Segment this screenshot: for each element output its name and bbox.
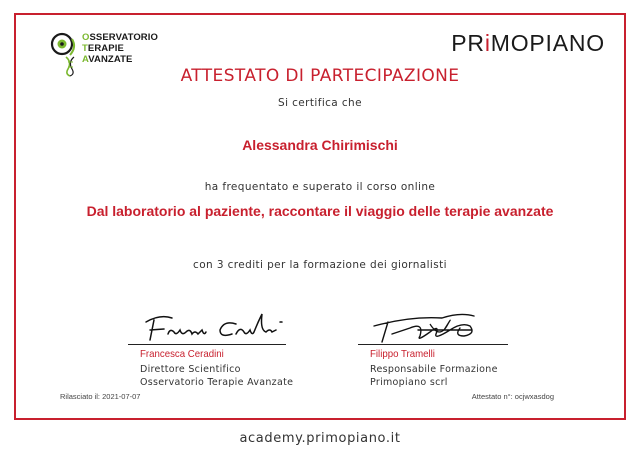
certificate-title: ATTESTATO DI PARTECIPAZIONE: [180, 66, 460, 86]
issue-date: Rilasciato il: 2021-07-07: [60, 392, 141, 401]
logo-line: AVANZATE: [82, 54, 133, 65]
logo-line: TERAPIE: [82, 43, 124, 54]
course-title: Dal laboratorio al paziente, raccontare il viaggio delle terapie avanzate: [86, 203, 554, 219]
recipient-name: Alessandra Chirimischi: [242, 137, 398, 153]
signatory-role-line: Responsabile Formazione: [370, 364, 498, 375]
signatory-role: [140, 363, 293, 389]
credits-text: con 3 crediti per la formazione dei giornalisti: [193, 259, 447, 271]
footer-url: academy.primopiano.it: [239, 431, 401, 446]
signatory-role-line: Osservatorio Terapie Avanzate: [140, 377, 294, 388]
signature-tramelli-icon: [370, 300, 530, 344]
signature-line: [358, 344, 508, 345]
signatory-name: Francesca Ceradini: [140, 348, 224, 360]
attended-text: ha frequentato e superato il corso online: [204, 181, 436, 193]
signatory-role: [370, 363, 498, 389]
logo-line: OSSERVATORIO: [82, 32, 158, 43]
primopiano-logo: PRiMOPIANO: [451, 30, 605, 56]
signature-line: [128, 344, 286, 345]
signatory-role-line: Primopiano scrl: [370, 377, 448, 388]
certifies-text: Si certifica che: [278, 97, 362, 109]
signatory-name: Filippo Tramelli: [370, 348, 435, 360]
signature-ceradini-icon: [140, 300, 300, 344]
certificate-number: Attestato n°: ocjwxasdog: [471, 392, 554, 401]
osservatorio-logo-text: [82, 32, 158, 65]
signatory-role-line: Direttore Scientifico: [140, 364, 241, 375]
